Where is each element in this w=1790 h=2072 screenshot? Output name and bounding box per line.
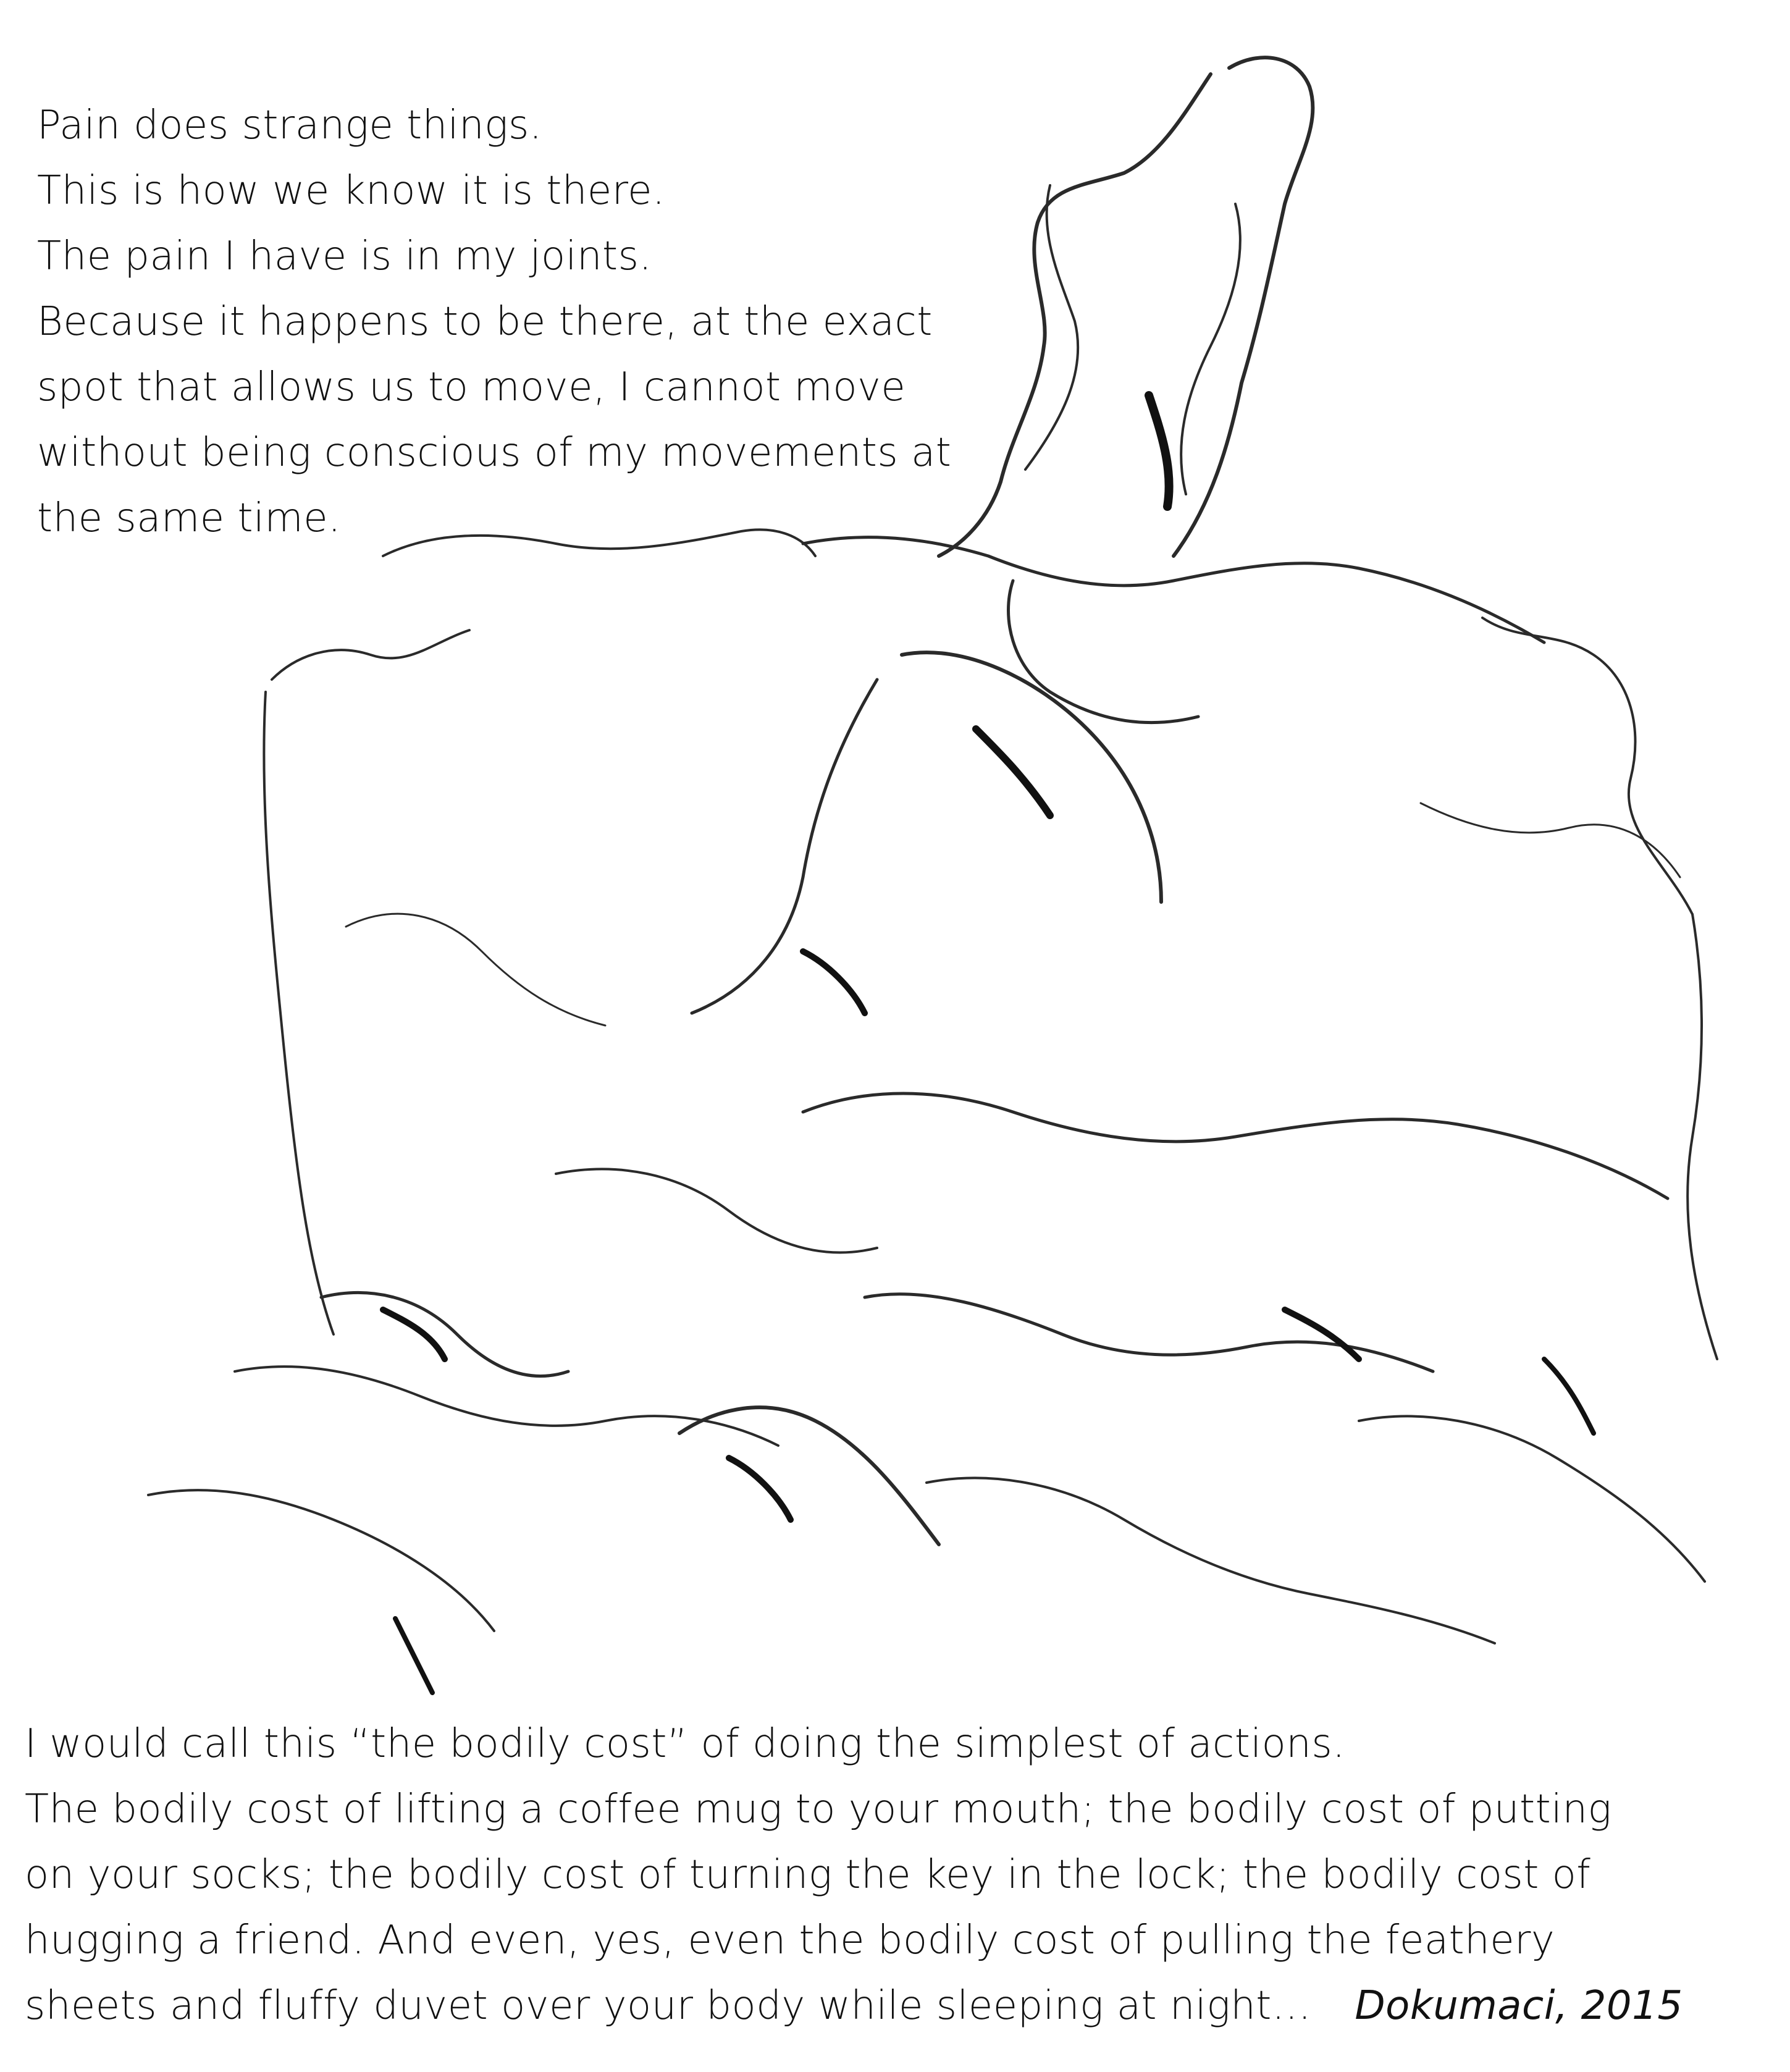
poem-line: Because it happens to be there, at the exact bbox=[37, 299, 933, 345]
poem-line: The bodily cost of lifting a coffee mug to your mouth; the bodily cost of putting bbox=[25, 1787, 1612, 1832]
poem-line: I would call this “the bodily cost” of doing the simplest of actions. bbox=[25, 1721, 1345, 1767]
poem-bottom-block bbox=[25, 1711, 1767, 2039]
poem-line: without being conscious of my movements at bbox=[37, 430, 952, 476]
poem-line: This is how we know it is there. bbox=[37, 168, 665, 214]
author-signature: Dokumaci, 2015 bbox=[1355, 1983, 1683, 2029]
poem-line: The pain I have is in my joints. bbox=[37, 234, 652, 279]
poem-top-block bbox=[37, 93, 1025, 551]
poem-line: hugging a friend. And even, yes, even the bodily cost of pulling the feathery bbox=[25, 1918, 1555, 1963]
poem-line: Pain does strange things. bbox=[37, 103, 542, 148]
poem-line: the same time. bbox=[37, 495, 341, 541]
poem-line: on your socks; the bodily cost of turning the key in the lock; the bodily cost of bbox=[25, 1852, 1591, 1898]
poem-line-last bbox=[25, 1973, 1767, 2039]
poem-line: spot that allows us to move, I cannot move bbox=[37, 364, 906, 410]
poem-line-text: sheets and fluffy duvet over your body while sleeping at night… bbox=[25, 1983, 1312, 2029]
